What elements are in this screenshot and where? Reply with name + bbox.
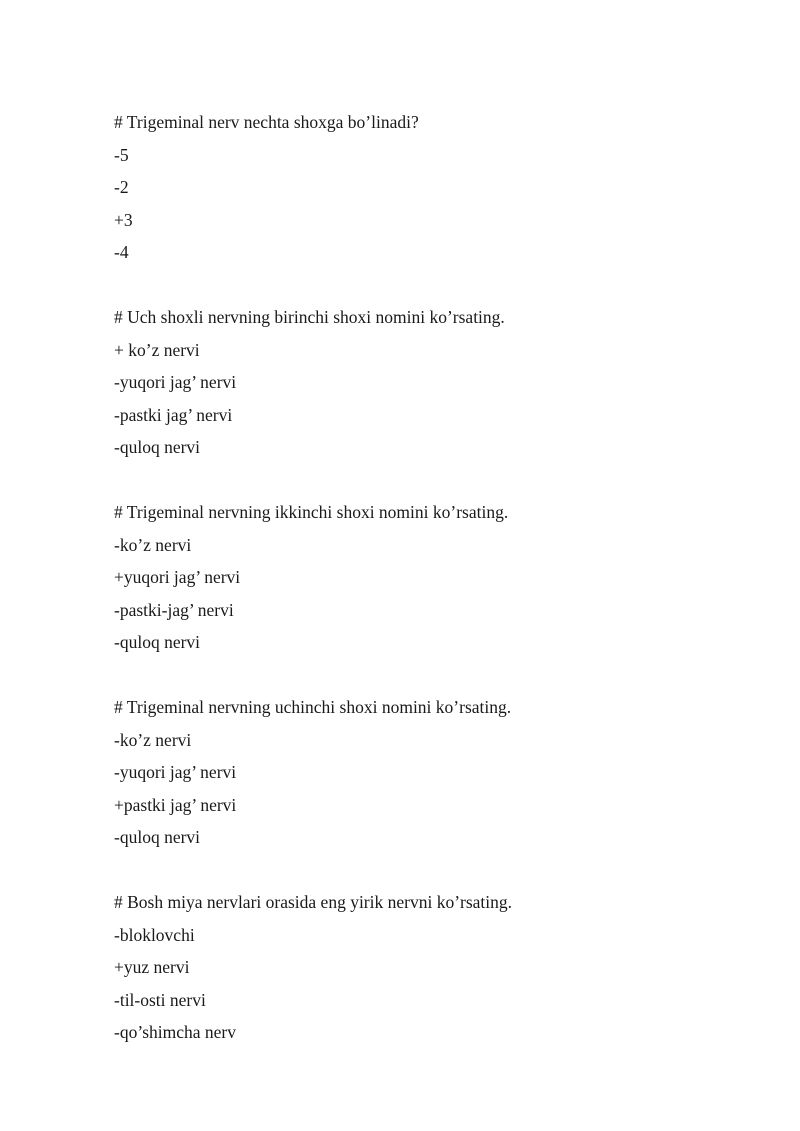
question-text: # Uch shoxli nervning birinchi shoxi nomini ko’rsating. xyxy=(114,307,505,327)
answer-option: -quloq nervi xyxy=(114,437,201,457)
answer-option: +yuqori jag’ nervi xyxy=(114,567,241,587)
answer-option: -4 xyxy=(114,242,129,262)
answer-option: -5 xyxy=(114,144,129,165)
answer-option: +3 xyxy=(114,209,133,230)
answer-option: -qo’shimcha nerv xyxy=(114,1022,236,1042)
answer-option: -pastki-jag’ nervi xyxy=(114,599,234,620)
answer-option: -pastki jag’ nervi xyxy=(114,404,233,425)
question-block xyxy=(114,301,734,464)
answer-option: -ko’z nervi xyxy=(114,534,192,555)
question-text: # Trigeminal nervning uchinchi shoxi nomini ko’rsating. xyxy=(114,697,512,717)
question-block xyxy=(114,886,734,1049)
answer-option: -ko’z nervi xyxy=(114,729,192,750)
answer-option: -yuqori jag’ nervi xyxy=(114,372,237,392)
question-text: # Trigeminal nerv nechta shoxga bo’linadi? xyxy=(114,112,419,132)
answer-option: + ko’z nervi xyxy=(114,339,200,360)
answer-option: -til-osti nervi xyxy=(114,989,206,1010)
question-block xyxy=(114,496,734,659)
answer-option: -yuqori jag’ nervi xyxy=(114,762,237,782)
answer-option: -2 xyxy=(114,177,129,197)
quiz-content xyxy=(114,106,734,1081)
answer-option: -bloklovchi xyxy=(114,924,195,945)
answer-option: +pastki jag’ nervi xyxy=(114,794,237,815)
answer-option: -quloq nervi xyxy=(114,632,201,652)
question-text: # Trigeminal nervning ikkinchi shoxi nomini ko’rsating. xyxy=(114,502,509,522)
question-block xyxy=(114,106,734,269)
question-block xyxy=(114,691,734,854)
answer-option: +yuz nervi xyxy=(114,957,190,977)
answer-option: -quloq nervi xyxy=(114,827,201,847)
question-text: # Bosh miya nervlari orasida eng yirik nervni ko’rsating. xyxy=(114,892,513,912)
